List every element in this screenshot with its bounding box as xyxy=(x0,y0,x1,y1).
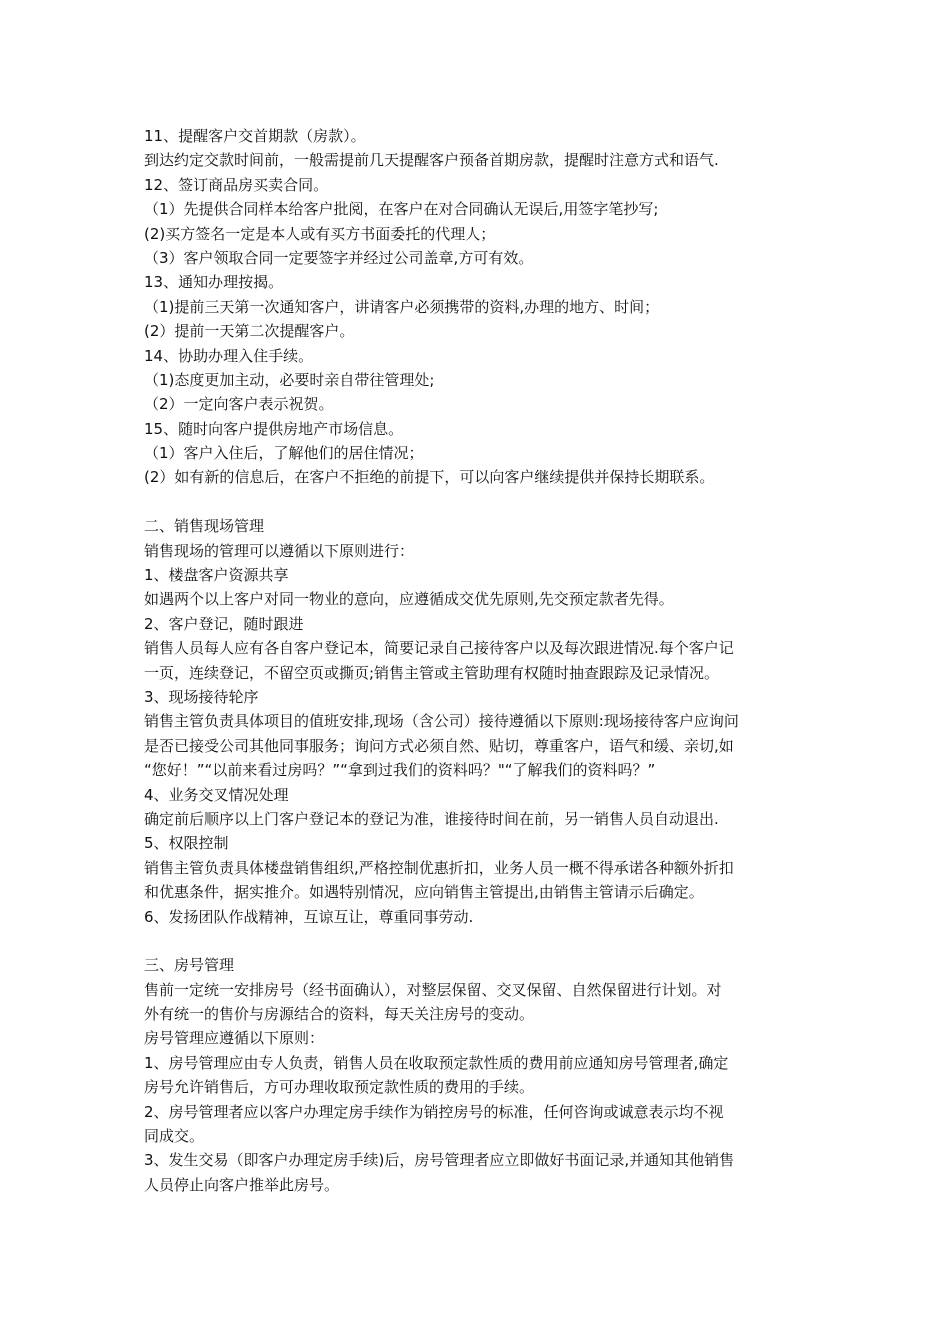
text-line: 2、房号管理者应以客户办理定房手续作为销控房号的标准，任何咨询或诚意表示均不视 xyxy=(144,1102,724,1121)
document-page xyxy=(144,124,812,1197)
text-line: 1、楼盘客户资源共享 xyxy=(144,566,289,585)
text-line: 1、房号管理应由专人负责，销售人员在收取预定款性质的费用前应通知房号管理者,确定 xyxy=(144,1053,729,1072)
text-line: 售前一定统一安排房号（经书面确认），对整层保留、交叉保留、自然保留进行计划。对 xyxy=(144,980,722,999)
text-line: 13、通知办理按揭。 xyxy=(144,273,284,292)
text-line: 如遇两个以上客户对同一物业的意向，应遵循成交优先原则,先交预定款者先得。 xyxy=(144,590,674,609)
text-line: 是否已接受公司其他同事服务；询问方式必须自然、贴切，尊重客户，语气和缓、亲切,如 xyxy=(144,736,734,755)
text-line: (2）提前一天第二次提醒客户。 xyxy=(144,322,355,341)
text-line: 6、发扬团队作战精神，互谅互让，尊重同事劳动. xyxy=(144,907,474,926)
text-line: 房号允许销售后，方可办理收取预定款性质的费用的手续。 xyxy=(144,1078,535,1097)
text-line: 到达约定交款时间前，一般需提前几天提醒客户预备首期房款，提醒时注意方式和语气. xyxy=(144,151,719,170)
text-line: 5、权限控制 xyxy=(144,834,229,853)
text-line: 12、签订商品房买卖合同。 xyxy=(144,175,329,194)
section-heading: 二、销售现场管理 xyxy=(144,517,265,536)
text-line: 15、随时向客户提供房地产市场信息。 xyxy=(144,419,404,438)
text-line: 4、业务交叉情况处理 xyxy=(144,785,289,804)
text-line: 外有统一的售价与房源结合的资料，每天关注房号的变动。 xyxy=(144,1005,535,1024)
text-line: （1)提前三天第一次通知客户，讲请客户必须携带的资料,办理的地方、时间； xyxy=(144,297,660,316)
text-line: 11、提醒客户交首期款（房款）。 xyxy=(144,127,366,145)
text-line: (2）如有新的信息后，在客户不拒绝的前提下，可以向客户继续提供并保持长期联系。 xyxy=(144,468,715,487)
text-line: 同成交。 xyxy=(144,1127,205,1146)
text-line: （1)态度更加主动，必要时亲自带往管理处; xyxy=(144,370,435,389)
text-line: 3、现场接待轮序 xyxy=(144,687,259,706)
text-line: 确定前后顺序以上门客户登记本的登记为准，谁接待时间在前，另一销售人员自动退出. xyxy=(144,809,719,828)
text-line: 一页，连续登记，不留空页或撕页;销售主管或主管助理有权随时抽查跟踪及记录情况。 xyxy=(144,663,720,682)
blank-line xyxy=(144,929,812,953)
text-line: 和优惠条件，据实推介。如遇特别情况，应向销售主管提出,由销售主管请示后确定。 xyxy=(144,883,704,902)
text-line: 销售主管负责具体楼盘销售组织,严格控制优惠折扣，业务人员一概不得承诺各种额外折扣 xyxy=(144,858,734,877)
section-heading: 三、房号管理 xyxy=(144,956,235,975)
text-line: （3）客户领取合同一定要签字并经过公司盖章,方可有效。 xyxy=(144,248,534,267)
text-line: 销售人员每人应有各自客户登记本，简要记录自己接待客户以及每次跟进情况.每个客户记 xyxy=(144,639,734,658)
text-line: 销售现场的管理可以遵循以下原则进行： xyxy=(144,541,415,560)
text-line: (2)买方签名一定是本人或有买方书面委托的代理人； xyxy=(144,224,496,243)
text-line: “您好！”“以前来看过房吗？”“拿到过我们的资料吗？"“了解我们的资料吗？” xyxy=(144,761,656,780)
text-line: 2、客户登记，随时跟进 xyxy=(144,614,304,633)
text-line: 人员停止向客户推举此房号。 xyxy=(144,1175,340,1194)
text-line: 3、发生交易（即客户办理定房手续)后，房号管理者应立即做好书面记录,并通知其他销售 xyxy=(144,1151,735,1170)
text-line: （1）客户入住后，了解他们的居住情况； xyxy=(144,444,424,463)
text-line: （2）一定向客户表示祝贺。 xyxy=(144,395,334,414)
text-line: 14、协助办理入住手续。 xyxy=(144,346,314,365)
text-line: 房号管理应遵循以下原则： xyxy=(144,1029,325,1048)
text-line: （1）先提供合同样本给客户批阅，在客户在对合同确认无误后,用签字笔抄写; xyxy=(144,200,659,219)
text-line: 销售主管负责具体项目的值班安排,现场（含公司）接待遵循以下原则:现场接待客户应询问 xyxy=(144,712,739,731)
blank-line xyxy=(144,490,812,514)
